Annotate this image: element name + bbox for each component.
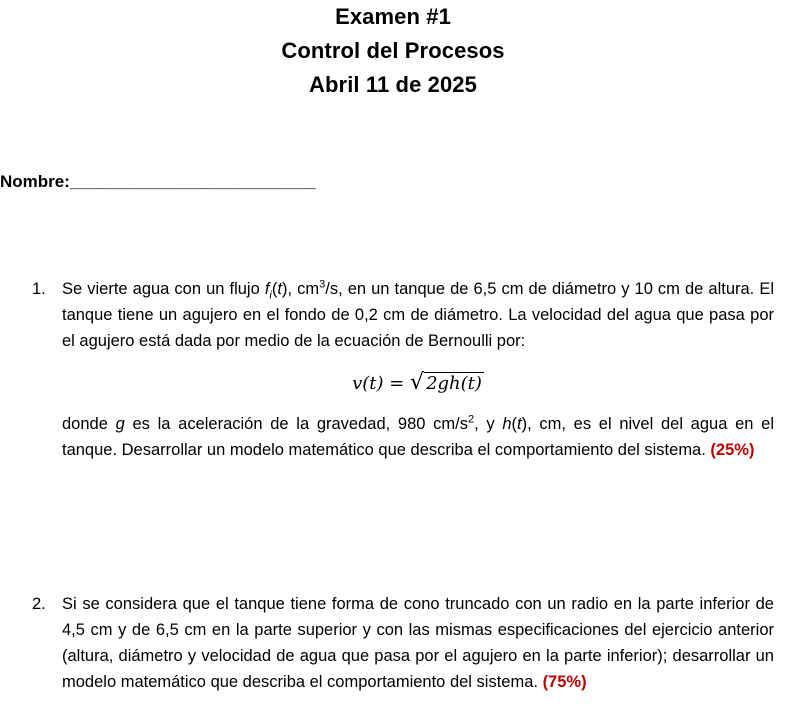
name-blank: __________________________ <box>69 172 316 191</box>
course-name: Control del Procesos <box>281 38 505 63</box>
flow-subscript: i <box>269 289 272 302</box>
g-symbol: g <box>115 415 125 433</box>
exam-title: Examen #1 <box>335 4 451 29</box>
bernoulli-equation <box>62 368 774 399</box>
h-symbol: h <box>502 415 512 433</box>
equation-radicand: 2gh(t) <box>426 373 482 394</box>
question-statement: Se vierte agua con un flujo $f_i(t)$, $cm^3/s$, en un tanque de 6,5 cm de diámetro y 10 cm de altura. El tanque tiene un agujero en el fondo de 0,2 cm de diámetro. La velocidad del agua que pasa por el agujero está dada por medio de la ecuación de Bernoulli por: <box>62 278 774 350</box>
question-number: 2. <box>32 595 46 613</box>
accel-superscript: 2 <box>467 413 475 426</box>
points-badge: (25%) <box>710 441 755 459</box>
exam-date: Abril 11 de 2025 <box>309 72 477 97</box>
question-number: 1. <box>32 280 46 298</box>
question-body <box>62 591 774 695</box>
sqrt-icon: √ <box>410 370 425 395</box>
unit-superscript: 3 <box>319 278 326 291</box>
equation-lhs: v(t) = <box>352 373 411 394</box>
question-body <box>62 276 774 463</box>
name-label: Nombre: <box>0 172 70 191</box>
exam-header <box>0 0 786 102</box>
flow-symbol: f <box>264 280 270 298</box>
points-badge: (75%) <box>542 673 587 691</box>
question-statement: Si se considera que el tanque tiene forma de cono truncado con un radio en la parte inferior de 4,5 cm y de 6,5 cm en la parte superior y con las mismas especificaciones del ejercicio anterior (altura, diámetro y velocidad de agua que pasa por el agujero en la parte inferior); desarrollar un modelo matemático que describa el comportamiento del sistema. (75%) <box>62 595 774 691</box>
question-continuation: donde g es la aceleración de la gravedad, 980 $cm/s^2$, y h(t), cm, es el nivel del agua en el tanque. Desarrollar un modelo matemático que describa el comportamiento del sistema. (25%) <box>62 413 774 459</box>
name-field <box>0 170 316 194</box>
